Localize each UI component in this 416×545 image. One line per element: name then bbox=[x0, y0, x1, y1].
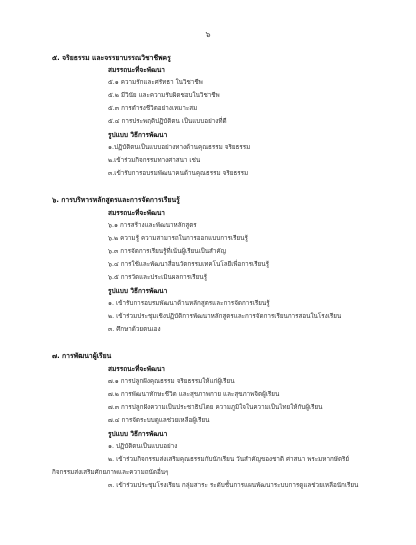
competency-item: ๖.๑ การสร้างและพัฒนาหลักสูตร bbox=[108, 222, 197, 229]
method-heading: รูปแบบ วิธีการพัฒนา bbox=[108, 131, 168, 139]
section-title: ๗. การพัฒนาผู้เรียน bbox=[52, 352, 112, 360]
method-item: ๑. ปฏิบัติตนเป็นแบบอย่าง bbox=[108, 443, 178, 450]
competency-item: ๖.๒ ความรู้ ความสามารถในการออกแบบการเรียนรู้ bbox=[108, 235, 248, 242]
method-item: ๓.เข้ารับการอบรมพัฒนาคนด้านคุณธรรม จริยธรรม bbox=[108, 170, 249, 177]
method-item-continuation: กิจกรรมส่งเสริมศักยภาพและความถนัดอื่นๆ bbox=[52, 469, 169, 476]
competency-item: ๕.๔ การประพฤติปฏิบัติตน เป็นแบบอย่างที่ดี bbox=[108, 118, 227, 125]
competency-item: ๗.๒ การพัฒนาทักษะชีวิต และสุขภาพกาย และสุขภาพจิตผู้เรียน bbox=[108, 391, 280, 398]
competency-item: ๗.๓ การปลูกฝังความเป็นประชาธิปไตย ความภูมิใจในความเป็นไทยให้กับผู้เรียน bbox=[108, 404, 323, 411]
competency-item: ๖.๔ การใช้และพัฒนาสื่อนวัตกรรมเทคโนโลยีเพื่อการเรียนรู้ bbox=[108, 261, 269, 268]
competency-item: ๕.๓ การดำรงชีวิตอย่างเหมาะสม bbox=[108, 105, 198, 112]
section-title: ๖. การบริหารหลักสูตรและการจัดการเรียนรู้ bbox=[52, 196, 180, 204]
method-item: ๓. ศึกษาด้วยตนเอง bbox=[108, 326, 161, 333]
method-item: ๒.เข้าร่วมกิจกรรมทางศาสนา เช่น bbox=[108, 157, 201, 164]
method-item: ๑.ปฏิบัติตนเป็นแบบอย่างทางด้านคุณธรรม จริยธรรม bbox=[108, 144, 251, 151]
method-item: ๒. เข้าร่วมกิจกรรมส่งเสริมคุณธรรมกับนักเรียน วันสำคัญของชาติ ศาสนา พระมหากษัตริย์ bbox=[108, 456, 350, 463]
competency-item: ๕.๒ มีวินัย และความรับผิดชอบในวิชาชีพ bbox=[108, 92, 220, 99]
method-heading: รูปแบบ วิธีการพัฒนา bbox=[108, 430, 168, 438]
competency-heading: สมรรถนะที่จะพัฒนา bbox=[108, 209, 165, 217]
method-item: ๒. เข้าร่วมประชุมเชิงปฏิบัติการพัฒนาหลักสูตรและการจัดการเรียนการสอนในโรงเรียน bbox=[108, 313, 342, 320]
competency-heading: สมรรถนะที่จะพัฒนา bbox=[108, 66, 165, 74]
competency-item: ๖.๓ การจัดการเรียนรู้ที่เน้นผู้เรียนเป็นสำคัญ bbox=[108, 248, 226, 255]
method-item: ๓. เข้าร่วมประชุมโรงเรียน กลุ่มสาระ ระดับชั้นการแผนพัฒนาระบบการดูแลช่วยเหลือนักเรียน bbox=[108, 482, 359, 489]
page-number: ๖ bbox=[205, 30, 211, 39]
competency-item: ๖.๕ การวัดและประเมินผลการเรียนรู้ bbox=[108, 274, 207, 281]
section-title: ๕. จริยธรรม และจรรยาบรรณวิชาชีพครู bbox=[52, 54, 171, 62]
competency-heading: สมรรถนะที่จะพัฒนา bbox=[108, 365, 165, 373]
competency-item: ๕.๑ ความรักและศรัทธา ในวิชาชีพ bbox=[108, 79, 203, 86]
competency-item: ๗.๔ การจัดระบบดูแลช่วยเหลือผู้เรียน bbox=[108, 417, 210, 424]
competency-item: ๗.๑ การปลูกฝังคุณธรรม จริยธรรมให้แก่ผู้เรียน bbox=[108, 378, 235, 385]
method-item: ๑. เข้ารับการอบรมพัฒนาด้านหลักสูตรและการจัดการเรียนรู้ bbox=[108, 300, 270, 307]
method-heading: รูปแบบ วิธีการพัฒนา bbox=[108, 287, 168, 295]
